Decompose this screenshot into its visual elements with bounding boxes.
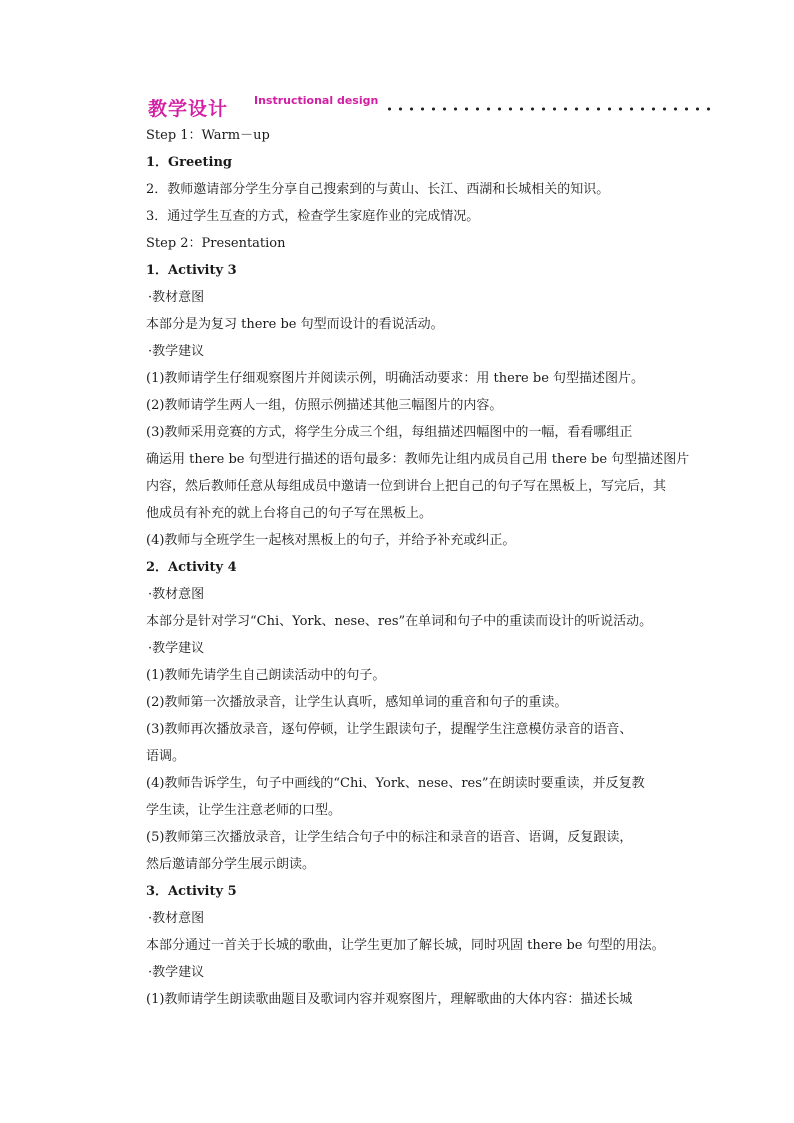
document-page [146,92,690,1013]
text-line: ·教学建议 [148,965,205,980]
text-line: 1．Greeting [146,155,233,170]
text-line: (5)教师第三次播放录音，让学生结合句子中的标注和录音的语音、语调，反复跟读， [146,830,633,845]
dotted-rule [384,104,718,114]
text-line: (1)教师请学生朗读歌曲题目及歌词内容并观察图片，理解歌曲的大体内容：描述长城 [146,992,633,1007]
text-line: ·教学建议 [148,344,205,359]
text-line: 2．教师邀请部分学生分享自己搜索到的与黄山、长江、西湖和长城相关的知识。 [146,182,610,197]
document-body [146,122,690,1013]
text-line: 确运用 there be 句型进行描述的语句最多：教师先让组内成员自己用 there be 句型描述图片 [146,452,690,467]
text-line: ·教材意图 [148,587,205,602]
text-line: 然后邀请部分学生展示朗读。 [146,857,316,872]
text-line: (3)教师采用竞赛的方式，将学生分成三个组，每组描述四幅图中的一幅，看看哪组正 [146,425,633,440]
text-line: 学生读，让学生注意老师的口型。 [146,803,342,818]
text-line: (3)教师再次播放录音，逐句停顿，让学生跟读句子，提醒学生注意模仿录音的语音、 [146,722,633,737]
text-line: 本部分是为复习 there be 句型而设计的看说活动。 [146,317,444,332]
text-line: (2)教师请学生两人一组，仿照示例描述其他三幅图片的内容。 [146,398,503,413]
text-line: 本部分通过一首关于长城的歌曲，让学生更加了解长城，同时巩固 there be 句型的用法。 [146,938,665,953]
section-subtitle: Instructional design [254,94,379,107]
text-line: 本部分是针对学习“Chi、York、nese、res”在单词和句子中的重读而设计的听说活动。 [146,614,653,629]
text-line: 他成员有补充的就上台将自己的句子写在黑板上。 [146,506,433,521]
text-line: (1)教师先请学生自己朗读活动中的句子。 [146,668,386,683]
text-line: (4)教师告诉学生，句子中画线的“Chi、York、nese、res”在朗读时要重读，并反复教 [146,776,645,791]
text-line: 1．Activity 3 [146,263,237,278]
text-line: Step 2：Presentation [146,236,286,251]
text-line: (4)教师与全班学生一起核对黑板上的句子，并给予补充或纠正。 [146,533,516,548]
text-line: 内容，然后教师任意从每组成员中邀请一位到讲台上把自己的句子写在黑板上，写完后，其 [146,479,667,494]
text-line: (1)教师请学生仔细观察图片并阅读示例，明确活动要求：用 there be 句型描述图片。 [146,371,645,386]
section-title: 教学设计 [148,98,229,120]
text-line: 3．通过学生互查的方式，检查学生家庭作业的完成情况。 [146,209,480,224]
text-line: (2)教师第一次播放录音，让学生认真听，感知单词的重音和句子的重读。 [146,695,568,710]
text-line: Step 1：Warm－up [146,128,270,143]
text-line: 2．Activity 4 [146,560,237,575]
text-line: ·教材意图 [148,911,205,926]
text-line: 3．Activity 5 [146,884,237,899]
section-header [146,92,686,122]
text-line: ·教材意图 [148,290,205,305]
text-line: ·教学建议 [148,641,205,656]
text-line: 语调。 [146,749,186,764]
